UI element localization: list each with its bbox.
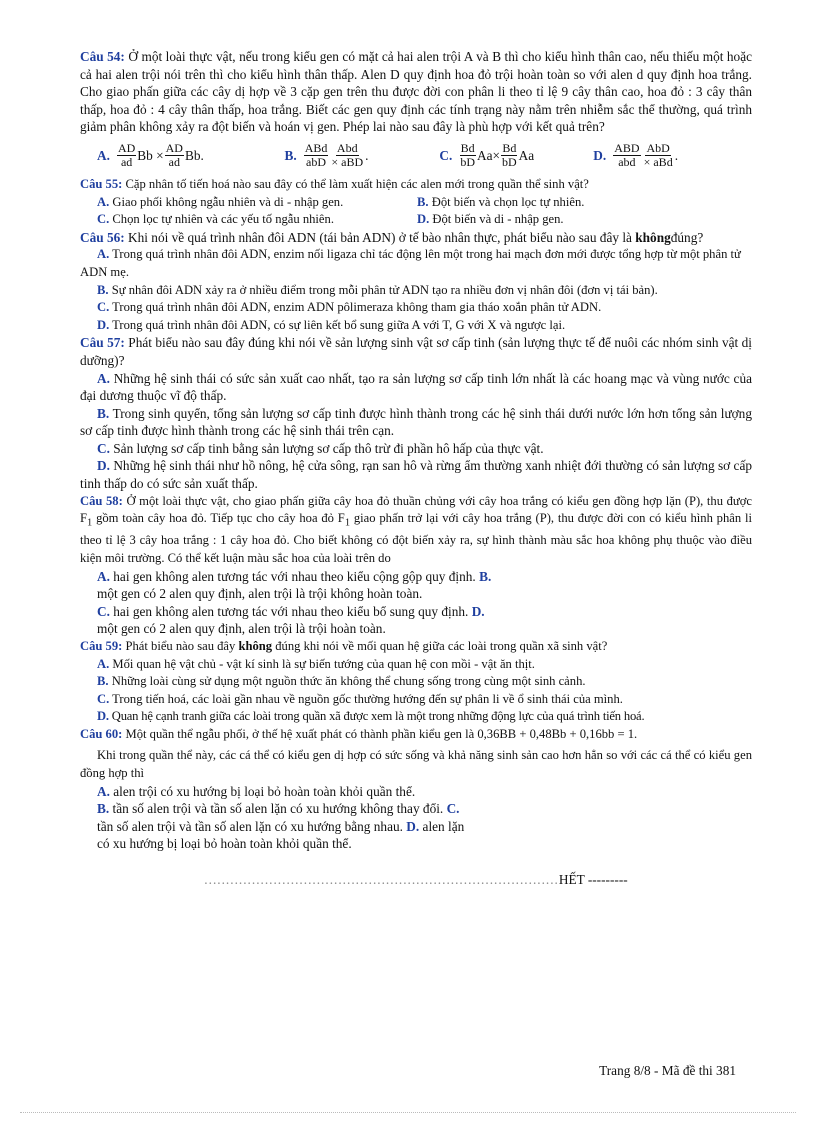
option-a[interactable] bbox=[97, 142, 251, 169]
question-label: Câu 58: bbox=[80, 493, 123, 508]
option-a[interactable]: A. Trong quá trình nhân đôi ADN, enzim nối ligaza chỉ tác động lên một trong hai mạch đơn mới được tổng hợp từ một phân tử ADN mẹ. bbox=[80, 247, 741, 279]
option-a[interactable]: A. Những hệ sinh thái có sức sản xuất cao nhất, tạo ra sản lượng sơ cấp tinh lớn nhất là các hoang mạc và vùng nước của đại dương thuộc vĩ độ thấp. bbox=[80, 370, 752, 404]
option-b[interactable]: B. Trong sinh quyển, tổng sản lượng sơ cấp tinh được hình thành trong các hệ sinh thái dưới nước lớn hơn tổng sản lượng sơ cấp tinh được hình thành trong các hệ sinh thái trên cạn. bbox=[80, 405, 752, 439]
option-letter: B. bbox=[284, 148, 297, 164]
question-text: Phát biểu nào sau đây đúng khi nói về sản lượng sinh vật sơ cấp tinh (sản lượng thực tế để nuôi các nhóm sinh vật dị dưỡng)? bbox=[80, 335, 752, 368]
genotype-fraction: ABd abD bbox=[304, 141, 328, 170]
option-a[interactable]: A. Mối quan hệ vật chủ - vật kí sinh là sự biến tướng của quan hệ con mồi - vật ăn thịt. bbox=[97, 656, 535, 671]
option-c[interactable]: C. Chọn lọc tự nhiên và các yếu tố ngẫu nhiên. bbox=[97, 212, 334, 227]
question-label: Câu 59: bbox=[80, 638, 123, 653]
question-56 bbox=[80, 229, 752, 247]
option-a[interactable]: A. Giao phối không ngẫu nhiên và di - nhập gen. bbox=[97, 194, 344, 209]
question-60 bbox=[80, 726, 752, 744]
option-d[interactable]: có xu hướng bị loại bỏ hoàn toàn khỏi quần thể. bbox=[97, 836, 352, 852]
end-text: HẾT --------- bbox=[558, 872, 628, 888]
option-b[interactable]: B. Đột biến và chọn lọc tự nhiên. bbox=[417, 194, 585, 209]
question-text: Phát biểu nào sau đây bbox=[125, 638, 236, 653]
subscript: 1 bbox=[87, 517, 93, 529]
q55-options-row-1 bbox=[80, 194, 752, 212]
operator: Aa bbox=[518, 148, 535, 164]
option-b[interactable]: B. Những loài cùng sử dụng một nguồn thức ăn không thể chung sống trong cùng một sinh cảnh. bbox=[97, 674, 586, 689]
option-d[interactable]: D. Trong quá trình nhân đôi ADN, có sự liên kết bổ sung giữa A với T, G với X và ngược lại. bbox=[97, 317, 566, 332]
genotype-fraction: AD ad bbox=[117, 141, 136, 170]
question-text: gồm toàn cây hoa đỏ. Tiếp tục cho cây hoa đỏ F bbox=[92, 511, 345, 526]
question-59 bbox=[80, 638, 752, 656]
question-text: Khi nói về quá trình nhân đôi ADN (tái bản ADN) ở tế bào nhân thực, phát biểu nào sau đây là bbox=[128, 229, 632, 245]
operator: Bb × bbox=[137, 148, 164, 164]
question-tail: đúng? bbox=[670, 229, 704, 245]
option-letter: D. bbox=[593, 148, 607, 164]
option-c[interactable]: C. Sản lượng sơ cấp tinh bằng sản lượng sơ cấp thô trừ đi phần hô hấp của thực vật. bbox=[97, 440, 544, 456]
question-text: Cặp nhân tố tiến hoá nào sau đây có thể làm xuất hiện các alen mới trong quần thể sinh vật? bbox=[125, 176, 589, 191]
page-bottom-divider bbox=[20, 1112, 796, 1113]
question-text: Ở một loài thực vật, cho giao phấn giữa cây hoa đỏ thuần chủng với cây hoa trắng có kiểu gen đồng hợp lặn (P), thu được F bbox=[80, 493, 752, 526]
option-d[interactable]: D. Quan hệ cạnh tranh giữa các loài trong quần xã được xem là một trong những động lực của quá trình tiến hoá. bbox=[97, 709, 645, 724]
option-b[interactable]: B. Sự nhân đôi ADN xảy ra ở nhiều điểm trong mỗi phân tử ADN tạo ra nhiều đơn vị nhân đôi (đơn vị tái bản). bbox=[97, 282, 658, 297]
option-c[interactable]: tần số alen trội và tần số alen lặn có xu hướng bằng nhau. D. alen lặn bbox=[97, 818, 465, 834]
genotype-fraction: Abd × aBD bbox=[331, 141, 364, 170]
question-label: Câu 55: bbox=[80, 176, 123, 191]
emphasis: không bbox=[238, 638, 273, 653]
option-d[interactable]: D. Đột biến và di - nhập gen. bbox=[417, 212, 564, 227]
option-b[interactable] bbox=[285, 142, 406, 169]
option-d[interactable] bbox=[593, 142, 718, 169]
question-60-text: Khi trong quần thể này, các cá thể có kiểu gen dị hợp có sức sống và khả năng sinh sản cao hơn hẳn so với các cá thể có kiểu gen đồng hợp thì bbox=[80, 748, 752, 781]
question-label: Câu 57: bbox=[80, 335, 125, 351]
option-b[interactable]: B. tần số alen trội và tần số alen lặn có xu hướng không thay đổi. C. bbox=[97, 801, 460, 817]
subscript: 1 bbox=[344, 517, 351, 529]
option-c[interactable]: C. Trong tiến hoá, các loài gần nhau về nguồn gốc thường hướng đến sự phân li về ổ sinh thái của mình. bbox=[97, 691, 623, 706]
operator: . bbox=[674, 148, 679, 164]
genotype-fraction: $\frac{Bd}{bD}$ bbox=[502, 141, 517, 170]
exam-page bbox=[80, 48, 752, 889]
option-letter: A. bbox=[97, 148, 110, 164]
option-c[interactable] bbox=[439, 142, 559, 169]
option-letter: C. bbox=[439, 148, 453, 164]
option-d[interactable]: một gen có 2 alen quy định, alen trội là trội hoàn toàn. bbox=[97, 621, 386, 637]
genotype-fraction: AbD × aBd bbox=[643, 141, 673, 170]
option-c[interactable]: C. hai gen không alen tương tác với nhau theo kiểu bổ sung quy định. D. bbox=[97, 603, 485, 619]
question-55 bbox=[80, 176, 752, 194]
question-57 bbox=[80, 334, 752, 369]
question-label: Câu 56: bbox=[80, 229, 125, 245]
question-label: Câu 60: bbox=[80, 726, 123, 741]
question-58 bbox=[80, 493, 752, 568]
genotype-fraction: $\frac{AD}{ad}$ bbox=[165, 141, 183, 170]
question-text: Ở một loài thực vật, nếu trong kiểu gen có mặt cả hai alen trội A và B thì cho kiểu hình thân cao, nếu thiếu một hoặc cả hai alen trội nói trên thì cho kiểu hình thân thấp. Alen D quy định hoa đỏ trội hoàn toàn so với alen d quy định hoa trắng. Cho giao phấn giữa các cây dị hợp về 3 cặp gen trên thu được đời con phân li theo tỉ lệ 9 cây thân cao, hoa đỏ : 3 cây thân thấp, hoa đỏ : 4 cây thân thấp, hoa trắng. Biết các gen quy định các tính trạng này nằm trên nhiễm sắc thể thường, quá trình giảm phân không xảy ra đột biến và hoán vị gen. Phép lai nào sau đây là phù hợp với kết quả trên? bbox=[80, 49, 752, 135]
genotype-fraction: ABD abd bbox=[614, 141, 640, 170]
question-54 bbox=[80, 48, 752, 136]
question-text: Một quần thể ngẫu phối, ở thế hệ xuất phát có thành phần kiểu gen là 0,36BB + 0,48Bb + 0,16bb = 1. bbox=[125, 726, 638, 741]
option-a[interactable]: A. hai gen không alen tương tác với nhau theo kiểu cộng gộp quy định. B. bbox=[97, 568, 492, 584]
question-text: đúng khi nói về mối quan hệ giữa các loài trong quần xã sinh vật? bbox=[275, 638, 608, 653]
q54-options bbox=[97, 136, 752, 176]
q55-options-row-2 bbox=[80, 211, 752, 229]
option-b[interactable]: một gen có 2 alen quy định, alen trội là trội không hoàn toàn. bbox=[97, 586, 423, 602]
operator: Aa× bbox=[476, 148, 500, 164]
question-text: giao phấn trở lại với cây hoa trắng (P), thu được đời con có kiểu hình phân li theo tỉ lệ 3 cây hoa trắng : 1 cây hoa đỏ. Cho biết không có đột biến xảy ra, sự hình thành màu sắc hoa không phụ thuộc vào điều kiện môi trường. Có thể kết luận màu sắc hoa của loài trên do bbox=[80, 511, 752, 565]
option-c[interactable]: C. Trong quá trình nhân đôi ADN, enzim ADN pôlimeraza không tham gia tháo xoắn phân tử ADN. bbox=[97, 300, 602, 315]
option-d[interactable]: D. Những hệ sinh thái như hồ nông, hệ cửa sông, rạn san hô và rừng ẩm thường xanh nhiệt đới thường có sản lượng sơ cấp tinh thấp do có sức sản xuất thấp. bbox=[80, 458, 752, 492]
question-label: Câu 54: bbox=[80, 49, 125, 64]
page-footer: Trang 8/8 - Mã đề thi 381 bbox=[599, 1063, 736, 1078]
option-a[interactable]: A. alen trội có xu hướng bị loại bỏ hoàn toàn khỏi quần thể. bbox=[97, 783, 416, 799]
emphasis: không bbox=[635, 229, 671, 245]
operator: Bb. bbox=[184, 148, 204, 164]
end-marker bbox=[80, 871, 752, 889]
dotted-leader: .................................................................................. bbox=[204, 872, 559, 888]
genotype-fraction: Bd bD bbox=[460, 141, 475, 170]
operator: . bbox=[365, 148, 369, 164]
